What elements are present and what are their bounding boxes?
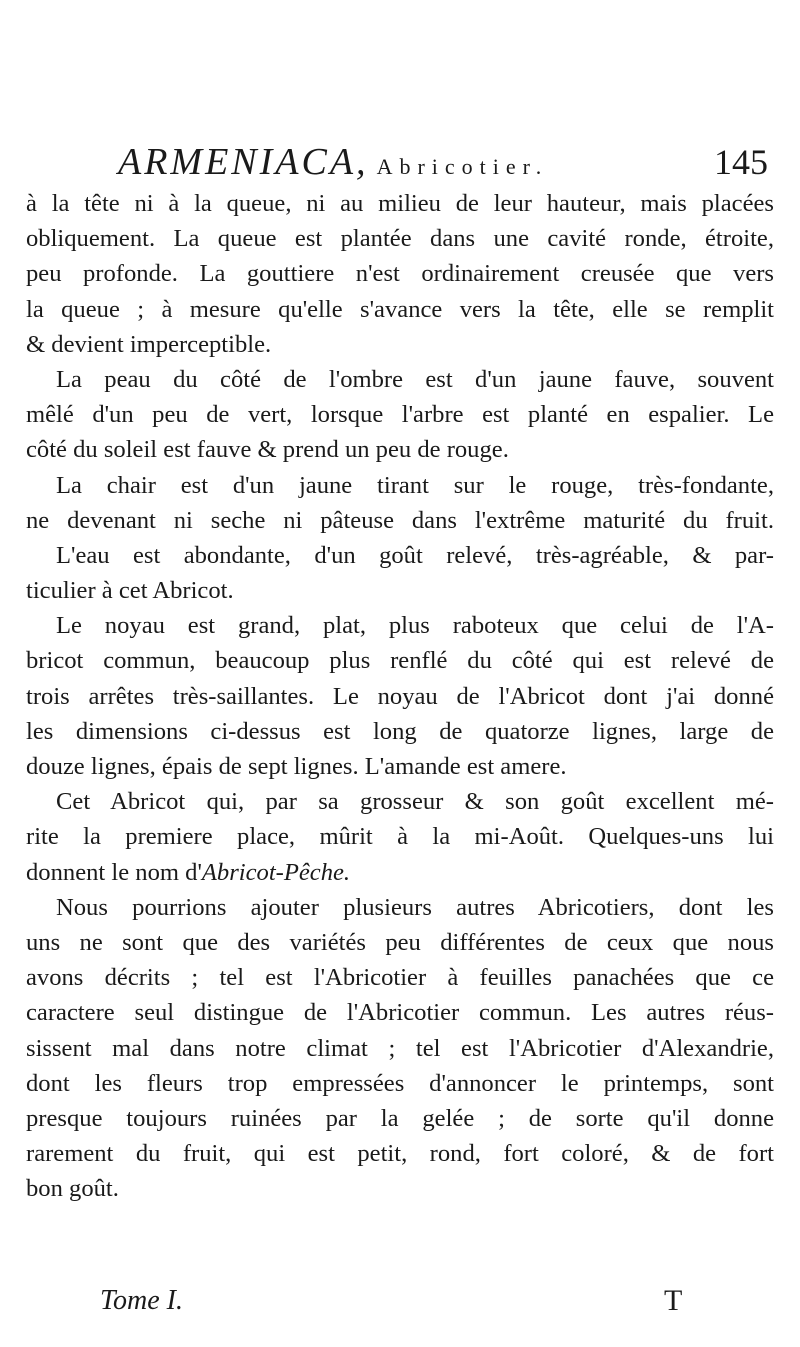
text-line-content: rarement du fruit, qui est petit, rond, fort coloré, & de fort	[26, 1140, 774, 1168]
text-line-content: La chair est d'un jaune tirant sur le rouge, très-fondante,	[56, 471, 774, 499]
text-line	[26, 432, 774, 467]
text-line-content: uns ne sont que des variétés peu différentes de ceux que nous	[26, 928, 774, 956]
text-line-content: Le noyau est grand, plat, plus raboteux que celui de l'A-	[56, 612, 774, 640]
italic-term: Abricot-Pêche.	[201, 858, 351, 886]
text-line-content: sissent mal dans notre climat ; tel est l'Abricotier d'Alexandrie,	[26, 1034, 774, 1062]
text-line	[26, 327, 774, 362]
header-latin-title: ARMENIACA,	[118, 141, 369, 183]
text-line	[26, 1101, 774, 1136]
text-line	[26, 714, 774, 749]
text-line	[26, 749, 774, 784]
text-line	[26, 292, 774, 327]
text-line	[26, 221, 774, 256]
text-line	[26, 995, 774, 1030]
text-line	[26, 573, 774, 608]
text-line	[26, 397, 774, 432]
text-line-content: à la tête ni à la queue, ni au milieu de leur hauteur, mais placées	[26, 190, 774, 217]
text-line	[26, 855, 774, 890]
running-header	[118, 140, 768, 190]
footer-volume: Tome I.	[100, 1285, 183, 1316]
text-line-content: Nous pourrions ajouter plusieurs autres Abricotiers, dont les	[56, 893, 774, 921]
text-line-content: ne devenant ni seche ni pâteuse dans l'extrême maturité du fruit.	[26, 506, 774, 534]
text-line-content: peu profonde. La gouttiere n'est ordinairement creusée que vers	[26, 260, 774, 288]
text-line	[26, 1136, 774, 1171]
text-line-content: dont les fleurs trop empressées d'annoncer le printemps, sont	[26, 1069, 774, 1097]
text-line-content: La peau du côté de l'ombre est d'un jaune fauve, souvent	[56, 365, 774, 393]
text-line-content: L'eau est abondante, d'un goût relevé, très-agréable, & par-	[56, 541, 774, 569]
text-line	[26, 819, 774, 854]
text-line	[26, 608, 774, 643]
text-line-content: côté du soleil est fauve & prend un peu de rouge.	[26, 436, 509, 464]
text-line-content: la queue ; à mesure qu'elle s'avance vers la tête, elle se remplit	[26, 295, 774, 323]
header-title-group	[118, 140, 548, 184]
text-line-content: caractere seul distingue de l'Abricotier commun. Les autres réus-	[26, 999, 774, 1027]
text-line	[26, 1031, 774, 1066]
text-line-content: rite la premiere place, mûrit à la mi-Août. Quelques-uns lui	[26, 823, 774, 851]
text-line-content: bricot commun, beaucoup plus renflé du côté qui est relevé de	[26, 647, 774, 675]
text-line-content: Cet Abricot qui, par sa grosseur & son goût excellent mé-	[56, 788, 774, 816]
footer-signature-mark: T	[664, 1284, 683, 1317]
text-line	[26, 256, 774, 291]
text-line	[26, 468, 774, 503]
text-line	[26, 679, 774, 714]
body-text	[26, 186, 774, 1206]
text-line-content: mêlé d'un peu de vert, lorsque l'arbre est planté en espalier. Le	[26, 401, 774, 429]
text-line-content: douze lignes, épais de sept lignes. L'amande est amere.	[26, 753, 567, 780]
text-line-content: avons décrits ; tel est l'Abricotier à feuilles panachées que ce	[26, 964, 774, 992]
text-line	[26, 503, 774, 538]
page-number: 145	[714, 142, 768, 182]
text-line	[26, 186, 774, 221]
text-line	[26, 538, 774, 573]
text-line	[26, 362, 774, 397]
text-line-content: donnent le nom d'	[26, 858, 202, 886]
text-line-content: ticulier à cet Abricot.	[26, 577, 234, 605]
text-line-content: presque toujours ruinées par la gelée ; de sorte qu'il donne	[26, 1104, 774, 1132]
text-line-content: les dimensions ci-dessus est long de quatorze lignes, large de	[26, 717, 774, 745]
header-french-title: Abricotier.	[376, 154, 549, 179]
text-line	[26, 925, 774, 960]
text-line-content: trois arrêtes très-saillantes. Le noyau de l'Abricot dont j'ai donné	[26, 682, 774, 710]
text-line	[26, 784, 774, 819]
text-line-content: bon goût.	[26, 1175, 119, 1203]
text-line	[26, 960, 774, 995]
text-line	[26, 1171, 774, 1206]
text-line-content: & devient imperceptible.	[26, 330, 272, 358]
text-line	[26, 890, 774, 925]
text-line	[26, 643, 774, 678]
text-line	[26, 1066, 774, 1101]
text-line-content: obliquement. La queue est plantée dans une cavité ronde, étroite,	[26, 225, 774, 253]
